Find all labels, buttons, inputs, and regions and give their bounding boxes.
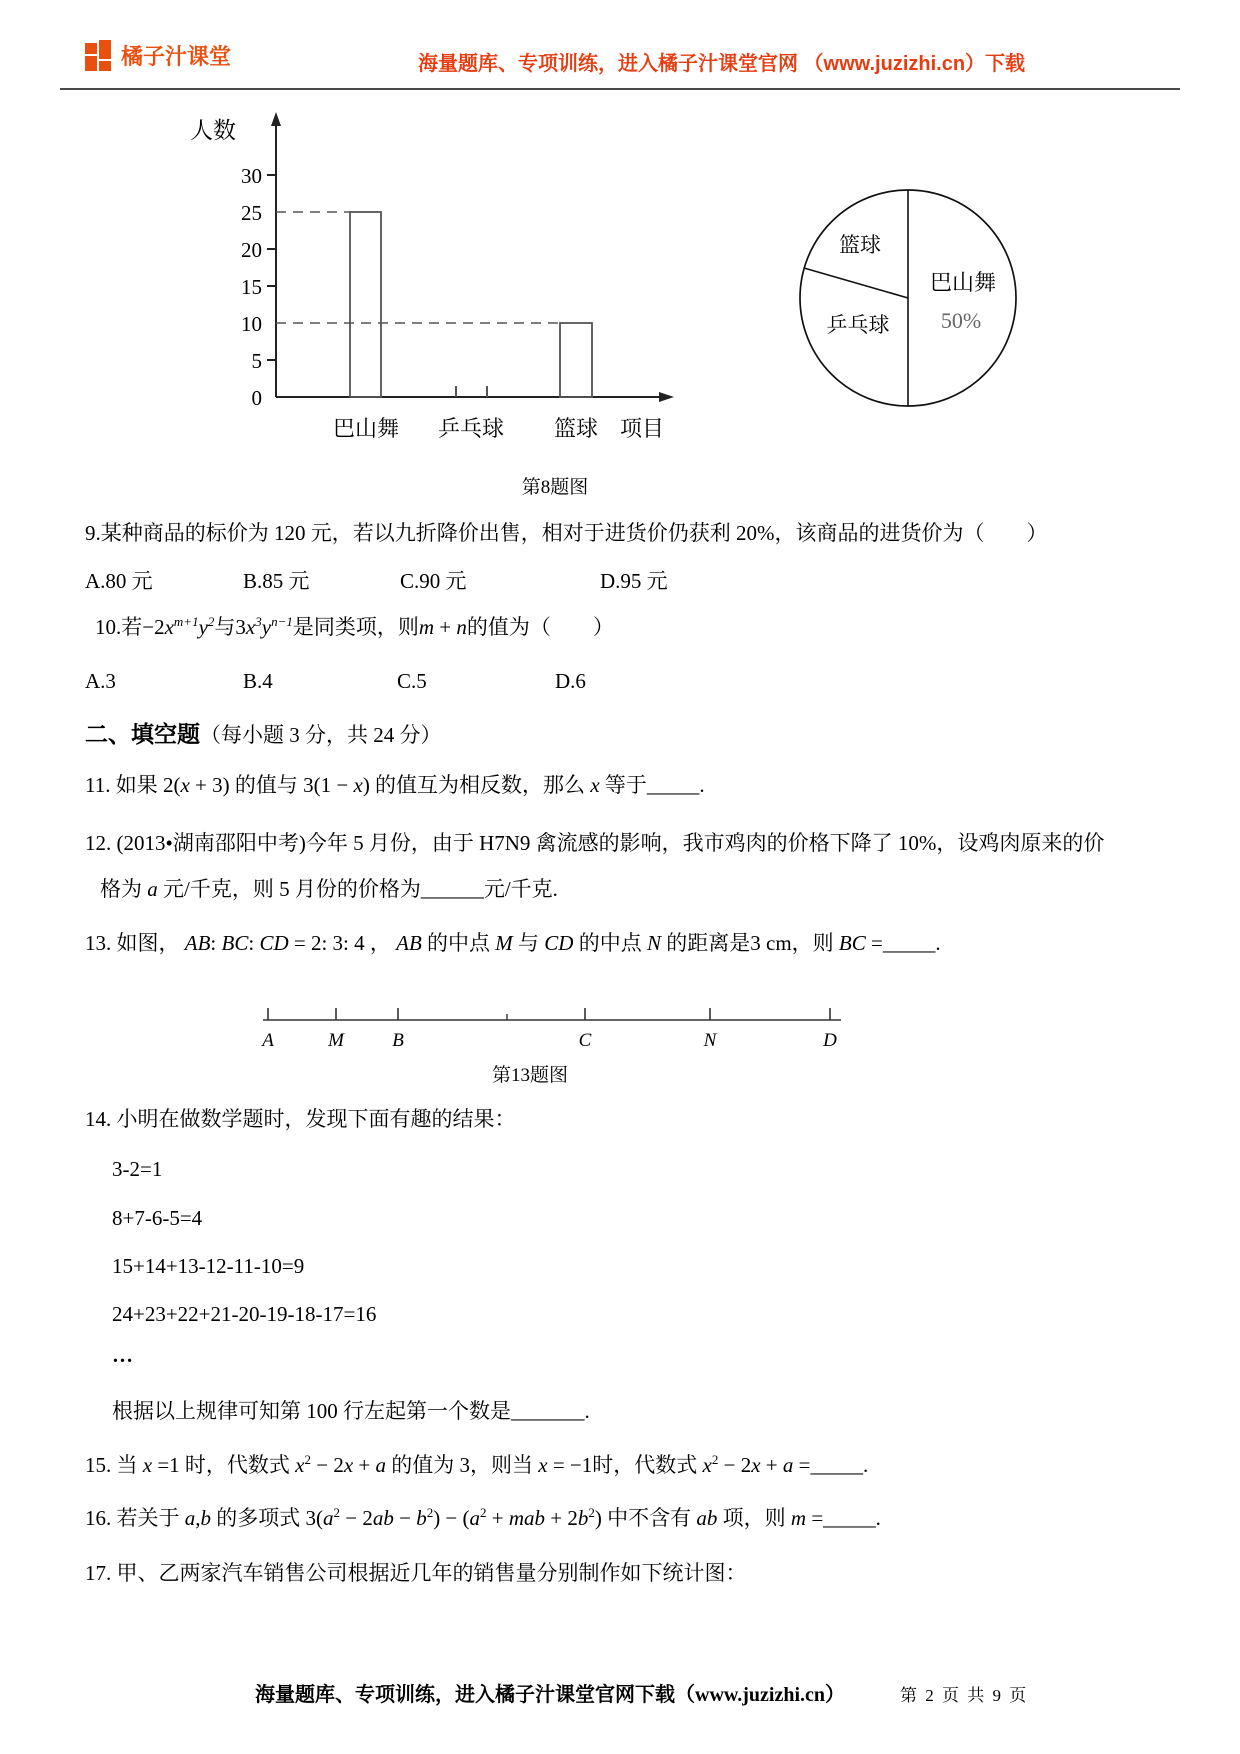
section-2-points: （每小题 3 分，共 24 分） <box>200 723 442 747</box>
question-10-option-a: A.3 <box>85 669 116 693</box>
point-label-N: N <box>703 1030 717 1051</box>
header-logo <box>85 40 231 71</box>
logo-block <box>85 43 97 54</box>
question-15: 15. 当 x =1 时，代数式 $x^2 - 2x + a$ 的值为 3，则当 x = −1时，代数式 $x^2 - 2x + a$ =_____. <box>85 1452 869 1477</box>
ytick-label: 10 <box>241 312 262 336</box>
section-2-heading <box>85 716 442 749</box>
point-label-C: C <box>578 1030 592 1051</box>
ytick-label: 25 <box>241 201 262 225</box>
section-2-title: 二、填空题 <box>85 722 200 747</box>
question-14-conclusion: 根据以上规律可知第 100 行左起第一个数是_______. <box>112 1399 590 1423</box>
pie-label-50pct: 50% <box>940 308 982 333</box>
bar-bashanwu <box>350 212 381 397</box>
figure13-segment-diagram <box>255 998 895 1060</box>
pie-label-lanqiu: 篮球 <box>839 233 881 257</box>
question-9-option-b: B.85 元 <box>243 569 310 593</box>
question-9-option-a: A.80 元 <box>85 569 153 593</box>
question-9-option-c: C.90 元 <box>400 569 467 593</box>
x-axis-arrow-icon <box>659 392 674 402</box>
ytick-label: 5 <box>251 349 262 373</box>
header-slogan: 海量题库、专项训练，进入橘子汁课堂官网 （www.juzizhi.cn）下载 <box>418 53 1026 75</box>
logo-block <box>99 40 111 59</box>
bar-chart-xlabel: 项目 <box>619 416 665 441</box>
xcat-lanqiu: 篮球 <box>553 416 599 441</box>
figure8-caption: 第8题图 <box>521 477 589 498</box>
ytick-label: 15 <box>241 275 262 299</box>
point-label-D: D <box>823 1030 837 1051</box>
question-14-row-4: 24+23+22+21-20-19-18-17=16 <box>112 1302 377 1326</box>
pie-label-pingpang: 乒乓球 <box>826 313 890 337</box>
question-17: 17. 甲、乙两家汽车销售公司根据近几年的销售量分别制作如下统计图： <box>85 1561 747 1585</box>
pie-label-bashanwu: 巴山舞 <box>929 270 997 295</box>
xcat-bashanwu: 巴山舞 <box>332 416 400 441</box>
footer-page-number: 第 2 页 共 9 页 <box>900 1686 1029 1705</box>
header-divider <box>60 88 1180 90</box>
juzizhi-logo-icon <box>85 40 112 71</box>
question-16: 16. 若关于 a,b 的多项式 $3(a^2 - 2ab - b^2) - (a^2$ + mab + $2b^2$) 中不含有 ab 项，则 m =_____. <box>85 1505 881 1530</box>
question-11: 11. 如果 2(x + 3) 的值与 3(1 − x) 的值互为相反数，那么 x 等于_____. <box>85 773 705 797</box>
y-axis-arrow-icon <box>271 112 281 126</box>
question-12-line2: 格为 a 元/千克，则 5 月份的价格为______元/千克. <box>100 877 558 901</box>
figure8-pie-chart <box>790 180 1026 416</box>
question-13: 13. 如图， AB: BC: CD = 2: 3: 4 ， AB 的中点 M 与 CD 的中点 N 的距离是3 cm，则 BC =_____. <box>85 931 941 955</box>
logo-text: 橘子汁课堂 <box>121 44 232 69</box>
xcat-pingpang: 乒乓球 <box>437 416 505 441</box>
logo-block <box>99 61 111 71</box>
question-14-ellipsis: … <box>112 1343 135 1367</box>
point-label-M: M <box>328 1030 344 1051</box>
figure8-bar-chart <box>180 106 680 451</box>
ytick-label: 0 <box>251 386 262 410</box>
logo-block <box>85 56 97 71</box>
ytick-label: 30 <box>241 164 262 188</box>
question-14-intro: 14. 小明在做数学题时，发现下面有趣的结果： <box>85 1107 516 1131</box>
question-12-line1: 12. (2013•湖南邵阳中考)今年 5 月份，由于 H7N9 禽流感的影响，我市鸡肉的价格下降了 10%，设鸡肉原来的价 <box>85 831 1105 855</box>
question-14-row-3: 15+14+13-12-11-10=9 <box>112 1254 305 1278</box>
footer-slogan: 海量题库、专项训练，进入橘子汁课堂官网下载（www.juzizhi.cn） <box>255 1684 845 1706</box>
question-9-option-d: D.95 元 <box>600 569 668 593</box>
question-14-row-2: 8+7-6-5=4 <box>112 1206 203 1230</box>
pie-divider-left <box>804 268 908 298</box>
bar-lanqiu <box>560 323 592 397</box>
question-10-option-c: C.5 <box>397 669 427 693</box>
bar-chart-ylabel: 人数 <box>190 118 236 143</box>
figure13-caption: 第13题图 <box>491 1065 568 1086</box>
question-14-row-1: 3-2=1 <box>112 1157 163 1181</box>
point-label-A: A <box>262 1030 274 1051</box>
question-9: 9.某种商品的标价为 120 元，若以九折降价出售，相对于进货价仍获利 20%，该商品的进货价为（ ） <box>85 521 1048 545</box>
ytick-label: 20 <box>241 238 262 262</box>
question-10-option-b: B.4 <box>243 669 273 693</box>
point-label-B: B <box>392 1030 404 1051</box>
question-10-option-d: D.6 <box>555 669 586 693</box>
question-10: 10.若$-2x^{m+1}y^2$与$3x^3y^{n-1}$是同类项，则m + n的值为（ ） <box>95 614 614 639</box>
